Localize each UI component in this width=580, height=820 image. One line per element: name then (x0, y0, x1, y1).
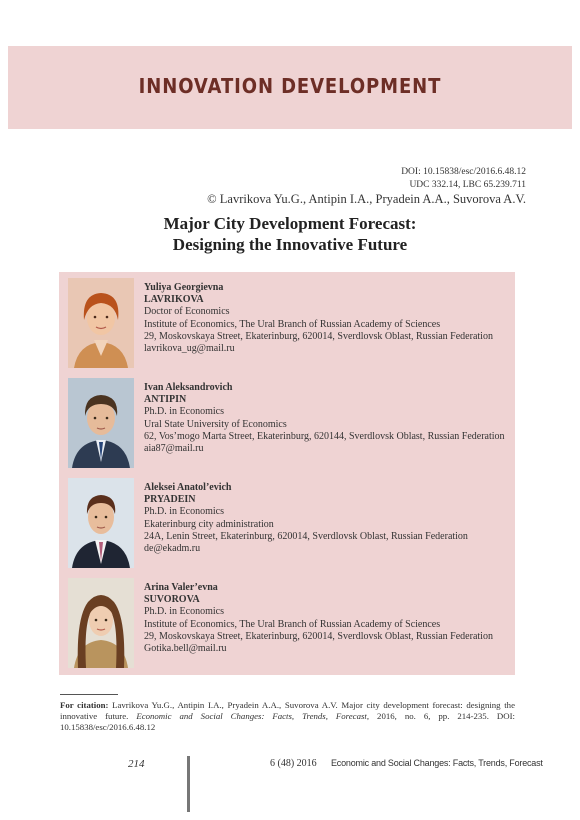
author-degree: Doctor of Economics (144, 306, 230, 318)
author-info (144, 382, 510, 455)
author-degree: Ph.D. in Economics (144, 506, 224, 518)
author-affiliation: Institute of Economics, The Ural Branch of Russian Academy of Sciences (144, 318, 441, 330)
citation-block (60, 700, 515, 733)
citation-label: For citation: (60, 700, 109, 710)
author-last-name: ANTIPIN (144, 394, 187, 406)
author-last-name: PRYADEIN (144, 494, 196, 506)
author-info (144, 482, 510, 555)
footer-divider (187, 756, 190, 812)
author-first-names: Arina Valer’evna (144, 582, 218, 593)
author-card (59, 472, 515, 568)
author-email: Gotika.bell@mail.ru (144, 643, 227, 655)
author-affiliation: Ekaterinburg city administration (144, 518, 274, 530)
author-first-names: Ivan Aleksandrovich (144, 382, 233, 393)
article-title-line-2: Designing the Innovative Future (172, 235, 408, 254)
journal-name: Economic and Social Changes: Facts, Trends, Forecast (331, 758, 543, 768)
author-card (59, 372, 515, 468)
author-email: aia87@mail.ru (144, 443, 204, 455)
author-affiliation: Institute of Economics, The Ural Branch of Russian Academy of Sciences (144, 618, 441, 630)
author-address: 29, Moskovskaya Street, Ekaterinburg, 620014, Sverdlovsk Oblast, Russian Federation (144, 630, 493, 642)
section-banner (8, 46, 572, 129)
citation-text: Lavrikova Yu.G., Antipin I.A., Pryadein A.A., Suvorova A.V. Major city development forecast: designing the innovative future. (60, 700, 515, 721)
citation-journal: Economic and Social Changes: Facts, Trends, Forecast (136, 711, 367, 721)
author-address: 24A, Lenin Street, Ekaterinburg, 620014, Sverdlovsk Oblast, Russian Federation (144, 530, 468, 542)
author-card (59, 572, 515, 668)
author-photo (68, 478, 134, 568)
author-last-name: LAVRIKOVA (144, 294, 204, 306)
author-photo (68, 278, 134, 368)
author-email: lavrikova_ug@mail.ru (144, 343, 235, 355)
author-address: 29, Moskovskaya Street, Ekaterinburg, 620014, Sverdlovsk Oblast, Russian Federation (144, 330, 493, 342)
author-info (144, 582, 510, 655)
author-email: de@ekadm.ru (144, 543, 201, 555)
author-card (59, 272, 515, 368)
author-address: 62, Vos’mogo Marta Street, Ekaterinburg, 620144, Sverdlovsk Oblast, Russian Federation (144, 430, 505, 442)
author-photo (68, 578, 134, 668)
citation-details: , 2016, no. 6, pp. 214-235. DOI: 10.15838/esc/2016.6.48.12 (60, 711, 515, 732)
author-info (144, 282, 510, 355)
author-photo (68, 378, 134, 468)
udc-line: UDC 332.14, LBC 65.239.711 (409, 180, 526, 190)
author-degree: Ph.D. in Economics (144, 406, 224, 418)
copyright-line: © Lavrikova Yu.G., Antipin I.A., Pryadein A.A., Suvorova A.V. (207, 192, 526, 206)
author-affiliation: Ural State University of Economics (144, 418, 287, 430)
page-number: 214 (128, 758, 145, 770)
author-first-names: Yuliya Georgievna (144, 282, 224, 293)
article-title-line-1: Major City Development Forecast: (163, 214, 417, 233)
section-title: INNOVATION DEVELOPMENT (138, 74, 442, 98)
author-last-name: SUVOROVA (144, 594, 200, 606)
issue-label: 6 (48) 2016 (270, 758, 317, 769)
author-first-names: Aleksei Anatol’evich (144, 482, 232, 493)
author-degree: Ph.D. in Economics (144, 606, 224, 618)
authors-box (59, 272, 515, 675)
footnote-divider (60, 694, 118, 695)
doi-line: DOI: 10.15838/esc/2016.6.48.12 (401, 167, 526, 177)
